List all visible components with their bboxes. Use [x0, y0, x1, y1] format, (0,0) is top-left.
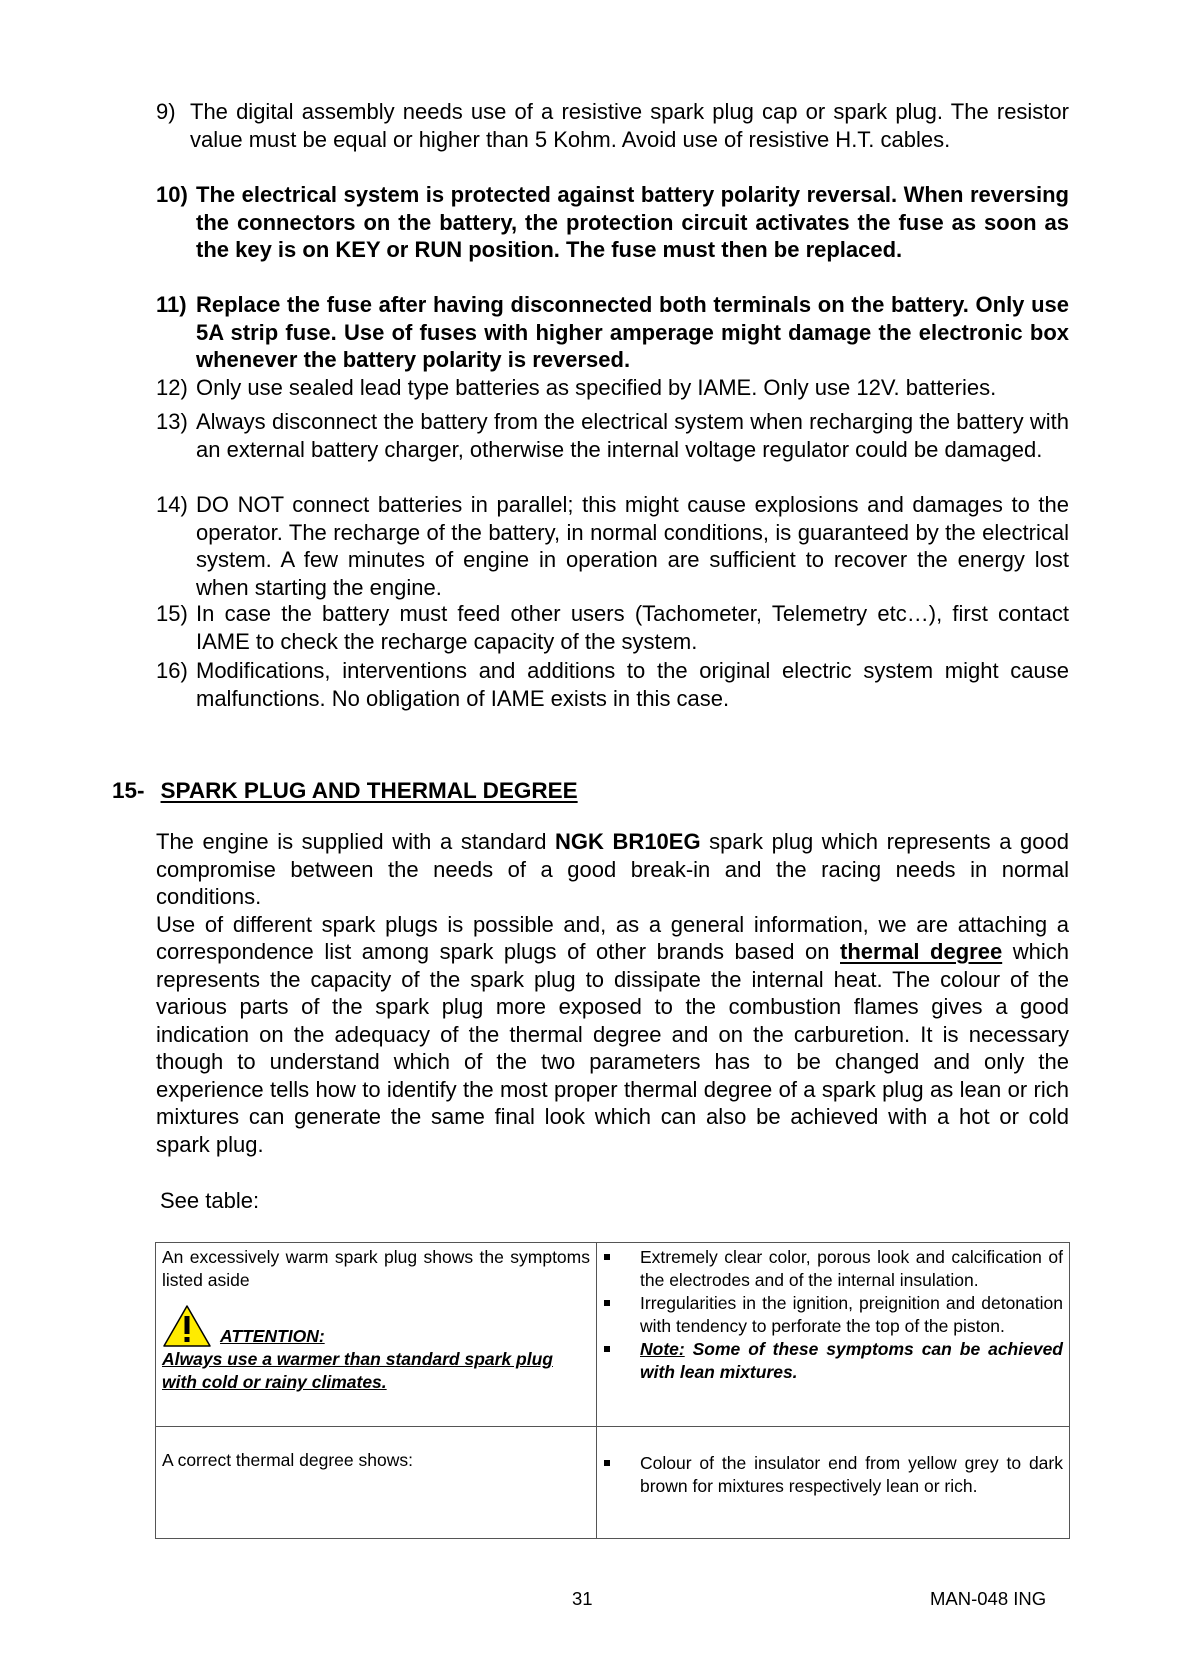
list-item: [156, 600, 1069, 655]
list-item: [597, 1246, 1063, 1292]
symptoms-table: [155, 1242, 1070, 1539]
list-item: [156, 181, 1069, 264]
symptoms-list: [597, 1430, 1063, 1498]
para2-text: Use of different spark plugs is possible and, as a general information, we are attaching a correspondence list among spark plugs of other brands based on: [156, 911, 1069, 964]
bullet-icon: [604, 1300, 610, 1306]
item-number: 14): [156, 492, 188, 517]
see-table-label: See table:: [160, 1188, 260, 1213]
item-text: Always disconnect the battery from the electrical system when recharging the battery with an external battery charger, otherwise the internal voltage regulator could be damaged.: [196, 409, 1069, 462]
list-item: [156, 491, 1069, 601]
bullet-text: Irregularities in the ignition, preignition and detonation with tendency to perforate the top of the piston.: [640, 1293, 1063, 1336]
item-text: DO NOT connect batteries in parallel; this might cause explosions and damages to the operator. The recharge of the battery, in normal conditions, is guaranteed by the electrical system. A few minutes of engine in operation are sufficient to recover the energy lost when starting the engine.: [196, 492, 1069, 600]
table-row: [156, 1243, 1070, 1427]
list-item: [156, 374, 1069, 402]
item-text: Modifications, interventions and additions to the original electric system might cause malfunctions. No obligation of IAME exists in this case.: [196, 658, 1069, 711]
note-label: Note:: [640, 1339, 685, 1359]
table-cell-condition: [156, 1243, 597, 1427]
item-text: Replace the fuse after having disconnected both terminals on the battery. Only use 5A strip fuse. Use of fuses with higher amperage might damage the electronic box whenever the battery polarity is reversed.: [196, 292, 1069, 372]
list-item: [597, 1292, 1063, 1338]
item-number: 13): [156, 409, 188, 434]
item-number: 10): [156, 182, 188, 207]
item-number: 11): [156, 292, 187, 317]
attention-note: Always use a warmer than standard spark plug with cold or rainy climates.: [162, 1349, 553, 1392]
list-item: [156, 408, 1069, 463]
document-code: MAN-048 ING: [930, 1588, 1047, 1609]
bullet-icon: [604, 1346, 610, 1352]
table-cell-condition: [156, 1427, 597, 1539]
page-number: 31: [572, 1588, 593, 1609]
item-number: 12): [156, 375, 188, 400]
bullet-text: Extremely clear color, porous look and calcification of the electrodes and of the internal insulation.: [640, 1247, 1063, 1290]
para2-text-end: which represents the capacity of the spark plug to dissipate the internal heat. The colour of the various parts of the spark plug more exposed to the combustion flames gives a good indication on the adequacy of the thermal degree and on the carburetion. It is necessary though to understand which of the two parameters has to be changed and only the experience tells how to identify the most proper thermal degree of a spark plug as lean or rich mixtures can generate the same final look which can also be achieved with a hot or cold spark plug.: [156, 939, 1069, 1157]
table-cell-symptoms: [597, 1427, 1070, 1539]
para1-text-end: spark plug which represents a good compromise between the needs of a good break-in and the racing needs in normal conditions.: [156, 829, 1069, 909]
item-text: The electrical system is protected against battery polarity reversal. When reversing the connectors on the battery, the protection circuit activates the fuse as soon as the key is on KEY or RUN position. The fuse must then be replaced.: [196, 182, 1069, 262]
item-text: In case the battery must feed other users (Tachometer, Telemetry etc…), first contact IAME to check the recharge capacity of the system.: [196, 601, 1069, 654]
item-number: 9): [156, 99, 176, 124]
list-item: [597, 1452, 1063, 1498]
item-number: 15): [156, 601, 188, 626]
item-text: The digital assembly needs use of a resistive spark plug cap or spark plug. The resistor value must be equal or higher than 5 Kohm. Avoid use of resistive H.T. cables.: [190, 99, 1069, 152]
bullet-text: Colour of the insulator end from yellow grey to dark brown for mixtures respectively lean or rich.: [640, 1453, 1063, 1496]
list-item: [156, 657, 1069, 712]
section-title: SPARK PLUG AND THERMAL DEGREE: [160, 778, 578, 803]
attention-label: ATTENTION:: [220, 1326, 325, 1346]
condition-text: An excessively warm spark plug shows the symptoms listed aside: [162, 1247, 590, 1290]
symptoms-list: [597, 1246, 1063, 1384]
condition-text: A correct thermal degree shows:: [162, 1450, 413, 1470]
list-item: [156, 291, 1069, 374]
note-text: Some of these symptoms can be achieved with lean mixtures.: [640, 1339, 1063, 1382]
list-item: [156, 98, 1069, 153]
table-row: [156, 1427, 1070, 1539]
thermal-degree-term: thermal degree: [840, 939, 1003, 964]
warning-icon: [162, 1304, 212, 1348]
bullet-icon: [604, 1460, 610, 1466]
item-text: Only use sealed lead type batteries as specified by IAME. Only use 12V. batteries.: [196, 375, 997, 400]
table-cell-symptoms: [597, 1243, 1070, 1427]
section-number: 15-: [112, 778, 145, 803]
item-number: 16): [156, 658, 188, 683]
spark-plug-model: NGK BR10EG: [555, 829, 701, 854]
para1-text: The engine is supplied with a standard: [156, 829, 556, 854]
section-heading: [112, 778, 578, 804]
intro-paragraph: [156, 828, 1069, 1158]
list-item: [597, 1338, 1063, 1384]
bullet-icon: [604, 1254, 610, 1260]
